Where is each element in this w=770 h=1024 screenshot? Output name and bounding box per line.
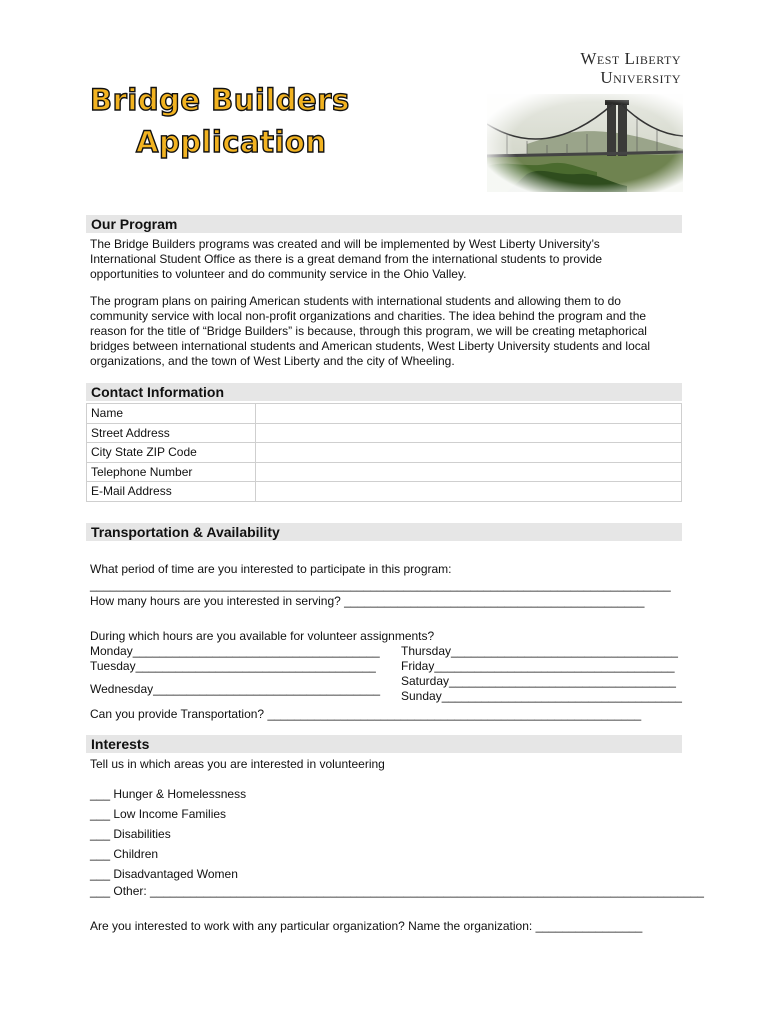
paragraph-line: opportunities to volunteer and do community service in the Ohio Valley. (90, 267, 467, 281)
table-row (87, 404, 682, 424)
section-title-transportation: Transportation & Availability (91, 524, 280, 540)
question-transportation[interactable]: Can you provide Transportation? ________________________________________________________ (90, 707, 642, 721)
table-row (87, 482, 682, 502)
contact-table (86, 403, 682, 502)
interest-disabilities[interactable]: ___ Disabilities (90, 827, 171, 841)
day-wednesday[interactable]: Wednesday__________________________________ (90, 682, 381, 696)
street-address-field[interactable] (256, 423, 682, 443)
day-sunday[interactable]: Sunday____________________________________ (401, 689, 682, 703)
program-paragraph-2 (90, 294, 680, 369)
bridge-photo (487, 94, 683, 192)
interest-disadvantaged-women[interactable]: ___ Disadvantaged Women (90, 867, 238, 881)
interest-children[interactable]: ___ Children (90, 847, 159, 861)
question-period: What period of time are you interested to participate in this program: (90, 562, 452, 576)
paragraph-line: International Student Office as there is a great demand from the international students to provide (90, 252, 603, 266)
section-interests (86, 735, 682, 753)
paragraph-line: The Bridge Builders programs was created and will be implemented by West Liberty University’s (90, 237, 600, 251)
email-field[interactable] (256, 482, 682, 502)
section-title-our-program: Our Program (91, 216, 178, 232)
contact-label-city: City State ZIP Code (87, 443, 256, 463)
section-title-contact: Contact Information (91, 384, 224, 400)
section-transportation (86, 523, 682, 541)
application-title-line-1: Bridge Builders (90, 83, 350, 117)
table-row (87, 443, 682, 463)
paragraph-line: community service with local non-profit organizations and charities. The idea behind the program and the (90, 309, 647, 323)
logo-line-2: University (600, 68, 681, 87)
contact-label-email: E-Mail Address (87, 482, 256, 502)
telephone-field[interactable] (256, 462, 682, 482)
day-tuesday[interactable]: Tuesday____________________________________ (90, 659, 376, 673)
section-title-interests: Interests (91, 736, 150, 752)
paragraph-line: The program plans on pairing American students with international students and allowing them to do (90, 294, 621, 308)
interest-other[interactable]: ___ Other: ___________________________________________________________________________________ (90, 884, 704, 898)
application-title-line-2: Application (136, 125, 327, 159)
period-answer-line[interactable]: _______________________________________________________________________________________ (90, 578, 671, 592)
interests-intro: Tell us in which areas you are interested in volunteering (90, 757, 385, 771)
day-friday[interactable]: Friday____________________________________ (401, 659, 675, 673)
suspension-bridge-photo-icon (487, 94, 683, 192)
interest-hunger[interactable]: ___ Hunger & Homelessness (90, 787, 247, 801)
paragraph-line: bridges between international students and American students, West Liberty University students and local (90, 339, 651, 353)
name-field[interactable] (256, 404, 682, 424)
question-availability: During which hours are you available for volunteer assignments? (90, 629, 435, 643)
paragraph-line: organizations, and the town of West Liberty and the city of Wheeling. (90, 354, 455, 368)
contact-label-street: Street Address (87, 423, 256, 443)
contact-label-phone: Telephone Number (87, 462, 256, 482)
section-contact-information (86, 383, 682, 401)
table-row (87, 462, 682, 482)
day-saturday[interactable]: Saturday__________________________________ (401, 674, 676, 688)
interest-low-income[interactable]: ___ Low Income Families (90, 807, 227, 821)
day-monday[interactable]: Monday_____________________________________ (90, 644, 380, 658)
university-logo (545, 50, 685, 86)
day-thursday[interactable]: Thursday__________________________________ (401, 644, 678, 658)
question-organization[interactable]: Are you interested to work with any particular organization? Name the organization: ________________ (90, 919, 643, 933)
city-state-zip-field[interactable] (256, 443, 682, 463)
contact-label-name: Name (87, 404, 256, 424)
section-our-program (86, 215, 682, 233)
question-hours[interactable]: How many hours are you interested in serving? _____________________________________________ (90, 594, 645, 608)
logo-line-1: West Liberty (580, 49, 681, 68)
program-paragraph-1 (90, 237, 680, 282)
table-row (87, 423, 682, 443)
paragraph-line: reason for the title of “Bridge Builders” is because, through this program, we will be creating metaphorical (90, 324, 647, 338)
